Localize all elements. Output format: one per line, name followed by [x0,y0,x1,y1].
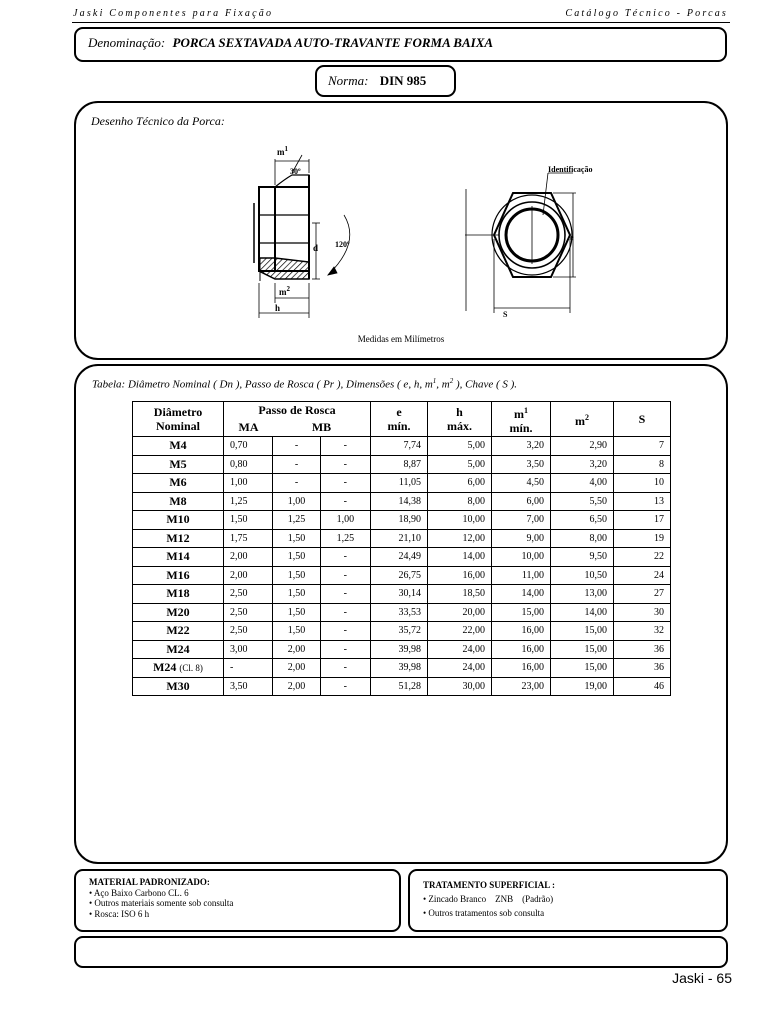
cell-mb2: - [320,492,370,511]
label-d: d [313,243,319,253]
table-row [133,529,671,548]
table-row [133,603,671,622]
cell-e: 8,87 [371,455,428,474]
cell-h: 24,00 [428,659,492,678]
cell-m1: 6,00 [492,492,551,511]
cell-e: 14,38 [371,492,428,511]
cell-h: 24,00 [428,640,492,659]
cell-m2: 13,00 [551,585,614,604]
cell-dn: M24 (Cl. 8) [133,659,224,678]
denominacao-box [74,27,727,62]
cell-s: 17 [614,511,671,530]
cell-ma: 2,00 [224,548,273,567]
cell-dn: M12 [133,529,224,548]
cell-m2: 5,50 [551,492,614,511]
page-number: Jaski - 65 [672,970,732,986]
cell-ma: - [224,659,273,678]
material-item: • Rosca: ISO 6 h [89,908,150,919]
technical-drawing-panel [74,101,728,360]
cell-m2: 9,50 [551,548,614,567]
cell-ma: 1,50 [224,511,273,530]
cell-m2: 6,50 [551,511,614,530]
cell-m2: 14,00 [551,603,614,622]
cell-ma: 2,50 [224,585,273,604]
cell-mb2: - [320,622,370,641]
cell-mb1: 2,00 [273,659,320,678]
drawing-note: Medidas em Milímetros [357,334,445,344]
label-h: h [275,303,281,313]
cell-h: 30,00 [428,677,492,696]
cell-dn: M16 [133,566,224,585]
cell-ma: 2,00 [224,566,273,585]
material-item: • Outros materiais somente sob consulta [89,898,234,908]
cell-mb2: - [320,548,370,567]
cell-m2: 3,20 [551,455,614,474]
material-item: • Aço Baixo Carbono CL. 6 [89,887,189,898]
cell-mb1: 1,50 [273,622,320,641]
cell-s: 19 [614,529,671,548]
cell-e: 24,49 [371,548,428,567]
cell-s: 36 [614,640,671,659]
cell-ma: 3,50 [224,677,273,696]
cell-mb1: 1,00 [273,492,320,511]
cell-m2: 15,00 [551,622,614,641]
cell-s: 30 [614,603,671,622]
cell-s: 32 [614,622,671,641]
material-box [74,869,401,932]
dimensions-table-panel [74,364,728,864]
cell-mb1: 1,50 [273,585,320,604]
cell-m1: 11,00 [492,566,551,585]
cell-s: 8 [614,455,671,474]
cell-h: 12,00 [428,529,492,548]
cell-dn: M6 [133,474,224,493]
cell-mb2: - [320,603,370,622]
header-passo: Passo de Rosca MA MB [224,402,371,437]
cell-dn: M20 [133,603,224,622]
cell-mb2: - [320,566,370,585]
cell-e: 39,98 [371,659,428,678]
table-row [133,511,671,530]
tratamento-item: • Zincado Branco ZNB (Padrão) [423,894,554,904]
cell-dn: M10 [133,511,224,530]
table-row [133,659,671,678]
header-catalog: Catálogo Técnico - Porcas [565,8,728,19]
table-row [133,474,671,493]
tratamento-item: • Outros tratamentos sob consulta [423,908,545,918]
cell-m1: 16,00 [492,659,551,678]
table-row [133,640,671,659]
cell-e: 26,75 [371,566,428,585]
cell-e: 11,05 [371,474,428,493]
denominacao-label: Denominação: [88,35,166,50]
cell-s: 10 [614,474,671,493]
cell-m2: 15,00 [551,640,614,659]
header-rule [72,22,730,23]
cell-mb1: 1,25 [273,511,320,530]
header-diametro: Diâmetro Nominal [133,402,224,437]
norma-box [315,65,456,97]
label-m1: $m^1$ [277,145,288,157]
label-m2: $m^2$ [279,285,290,297]
header-company: Jaski Componentes para Fixação [73,8,274,19]
cell-h: 22,00 [428,622,492,641]
cell-mb1: 1,50 [273,603,320,622]
cell-ma: 0,70 [224,437,273,456]
cell-mb2: - [320,677,370,696]
table-row [133,622,671,641]
cell-mb1: 2,00 [273,640,320,659]
denominacao-value: PORCA SEXTAVADA AUTO-TRAVANTE FORMA BAIXA [172,35,494,50]
cell-m2: 2,90 [551,437,614,456]
cell-m1: 10,00 [492,548,551,567]
cell-s: 13 [614,492,671,511]
cell-mb2: - [320,474,370,493]
header-h: h máx. [428,402,492,437]
cell-dn: M8 [133,492,224,511]
nut-side-view [254,175,309,281]
table-row [133,566,671,585]
drawing-title: Desenho Técnico da Porca: [91,114,225,128]
cell-mb1: 2,00 [273,677,320,696]
cell-m2: 19,00 [551,677,614,696]
cell-mb1: - [273,437,320,456]
tratamento-box [408,869,728,932]
header-e: e mín. [371,402,428,437]
cell-mb2: 1,25 [320,529,370,548]
cell-ma: 3,00 [224,640,273,659]
cell-e: 33,53 [371,603,428,622]
cell-s: 46 [614,677,671,696]
cell-s: 27 [614,585,671,604]
label-e: e [570,233,574,242]
cell-s: 7 [614,437,671,456]
cell-mb2: - [320,437,370,456]
cell-ma: 2,50 [224,622,273,641]
table-row [133,677,671,696]
tratamento-title: TRATAMENTO SUPERFICIAL : [423,880,556,890]
cell-h: 16,00 [428,566,492,585]
cell-m2: 15,00 [551,659,614,678]
cell-mb1: 1,50 [273,566,320,585]
cell-dn: M14 [133,548,224,567]
cell-m1: 3,50 [492,455,551,474]
cell-mb1: - [273,474,320,493]
nut-top-view [465,173,576,313]
table-caption: Tabela: Diâmetro Nominal ( Dn ), Passo de Rosca ( Pr ), Dimensões ( e, h, $m^1$, $m^2$ ), Chave ( S ). [92,377,518,391]
cell-dn: M30 [133,677,224,696]
cell-ma: 2,50 [224,603,273,622]
table-row [133,455,671,474]
table-row [133,492,671,511]
cell-m1: 9,00 [492,529,551,548]
cell-e: 39,98 [371,640,428,659]
label-30deg: 30º [290,167,301,176]
cell-e: 18,90 [371,511,428,530]
table-header-row [133,402,671,437]
cell-dn: M24 [133,640,224,659]
cell-e: 35,72 [371,622,428,641]
cell-e: 7,74 [371,437,428,456]
cell-m1: 23,00 [492,677,551,696]
cell-h: 5,00 [428,437,492,456]
cell-s: 24 [614,566,671,585]
cell-m1: 14,00 [492,585,551,604]
cell-mb1: 1,50 [273,548,320,567]
cell-dn: M18 [133,585,224,604]
cell-dn: M22 [133,622,224,641]
cell-mb2: - [320,659,370,678]
cell-e: 30,14 [371,585,428,604]
cell-dn: M5 [133,455,224,474]
table-row [133,548,671,567]
cell-ma: 1,00 [224,474,273,493]
material-title: MATERIAL PADRONIZADO: [89,877,210,887]
norma-value: DIN 985 [379,73,427,88]
cell-h: 20,00 [428,603,492,622]
cell-ma: 0,80 [224,455,273,474]
cell-m1: 16,00 [492,622,551,641]
cell-ma: 1,75 [224,529,273,548]
cell-m1: 4,50 [492,474,551,493]
cell-m2: 10,50 [551,566,614,585]
cell-mb1: - [273,455,320,474]
cell-h: 10,00 [428,511,492,530]
cell-s: 22 [614,548,671,567]
dimensions-table [132,401,671,696]
table-row [133,585,671,604]
cell-m1: 16,00 [492,640,551,659]
norma-label: Norma: [328,73,369,88]
cell-m2: 4,00 [551,474,614,493]
cell-m1: 7,00 [492,511,551,530]
cell-m1: 3,20 [492,437,551,456]
cell-h: 8,00 [428,492,492,511]
header-m1: $m^1$ mín. [492,402,551,437]
label-identificacao: Identificação [548,165,593,174]
label-120deg: 120º [335,240,350,249]
label-s: S [503,310,508,319]
cell-h: 6,00 [428,474,492,493]
cell-h: 5,00 [428,455,492,474]
cell-mb2: 1,00 [320,511,370,530]
cell-mb1: 1,50 [273,529,320,548]
cell-s: 36 [614,659,671,678]
cell-mb2: - [320,640,370,659]
cell-dn: M4 [133,437,224,456]
cell-mb2: - [320,585,370,604]
cell-ma: 1,25 [224,492,273,511]
cell-m1: 15,00 [492,603,551,622]
table-row [133,437,671,456]
header-m2: $m^2$ [551,402,614,437]
cell-m2: 8,00 [551,529,614,548]
cell-h: 14,00 [428,548,492,567]
nut-technical-drawing [76,103,726,358]
cell-h: 18,50 [428,585,492,604]
header-s: S [614,402,671,437]
footer-box [74,936,728,968]
cell-e: 21,10 [371,529,428,548]
cell-e: 51,28 [371,677,428,696]
cell-mb2: - [320,455,370,474]
